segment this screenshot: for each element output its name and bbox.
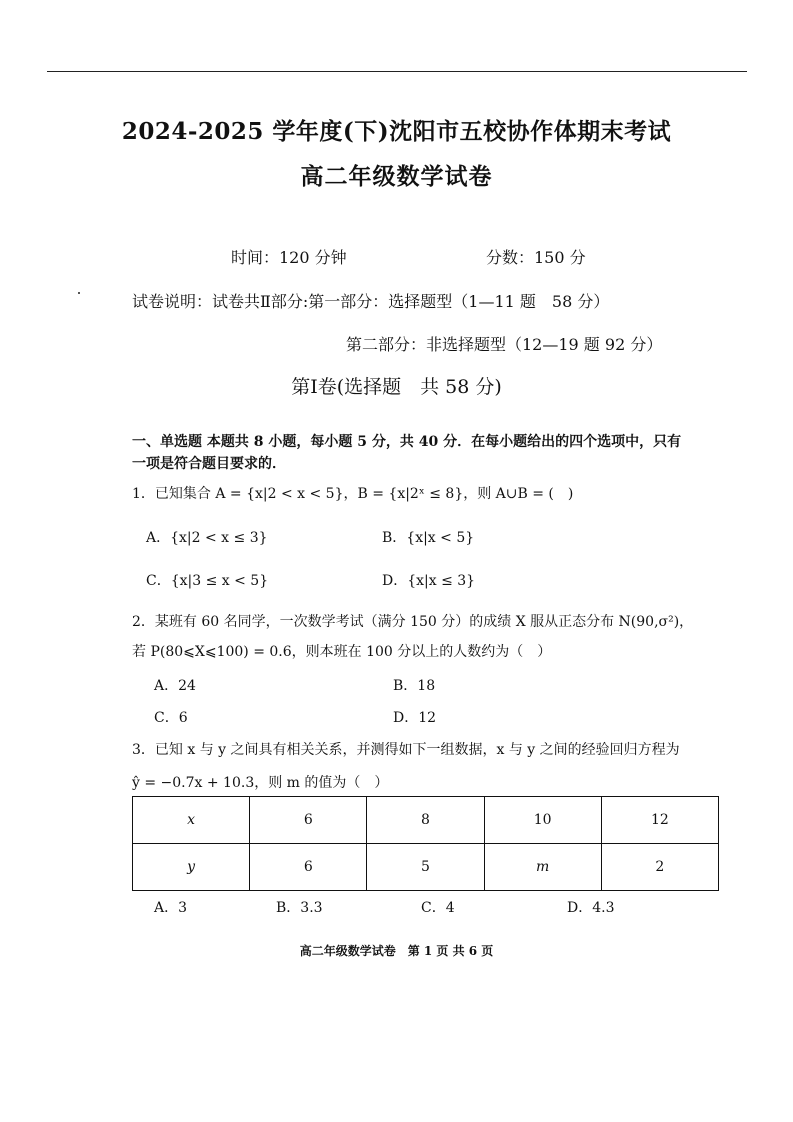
table-cell: x: [133, 797, 250, 844]
q3-option-d: D．4.3: [567, 900, 615, 916]
exam-description-line1: 试卷说明：试卷共Ⅱ部分:第一部分：选择题型（1—11 题 58 分）: [132, 292, 610, 311]
q1-option-d: D．{x|x ≤ 3}: [382, 573, 476, 589]
table-cell: y: [133, 844, 250, 891]
q3-data-table: [132, 796, 719, 891]
q3-stem-line2: ŷ = −0.7x + 10.3，则 m 的值为（ ）: [132, 775, 389, 791]
part1-heading-line1: 一、单选题 本题共 8 小题，每小题 5 分，共 40 分．在每小题给出的四个选项中，只有: [132, 434, 682, 450]
q1-stem: 1．已知集合 A = {x|2 < x < 5}，B = {x|2ˣ ≤ 8}，则 A∪B = ( ): [132, 486, 574, 502]
exam-description-line2: 第二部分：非选择题型（12—19 题 92 分）: [346, 335, 663, 354]
q1-option-a: A．{x|2 < x ≤ 3}: [146, 530, 268, 546]
table-cell: m: [484, 844, 601, 891]
table-row: [133, 844, 719, 891]
exam-title-line1: 2024-2025 学年度(下)沈阳市五校协作体期末考试: [121, 118, 672, 145]
exam-time: 时间：120 分钟: [231, 248, 347, 267]
table-cell: 6: [250, 797, 367, 844]
q2-option-b: B．18: [393, 678, 436, 694]
q2-option-c: C．6: [154, 710, 188, 726]
table-cell: 12: [601, 797, 718, 844]
section-1-title: 第Ⅰ卷(选择题 共 58 分): [291, 376, 502, 398]
table-cell: 6: [250, 844, 367, 891]
q1-option-b: B．{x|x < 5}: [382, 530, 475, 546]
q3-stem-line1: 3．已知 x 与 y 之间具有相关关系，并测得如下一组数据，x 与 y 之间的经验回归方程为: [132, 742, 680, 758]
q1-option-c: C．{x|3 ≤ x < 5}: [146, 573, 269, 589]
q3-option-b: B．3.3: [276, 900, 323, 916]
q3-option-c: C．4: [421, 900, 455, 916]
part1-heading-line2: 一项是符合题目要求的．: [132, 456, 286, 472]
q2-stem-line2: 若 P(80⩽X⩽100) = 0.6，则本班在 100 分以上的人数约为（ ）: [132, 644, 552, 660]
table-cell: 8: [367, 797, 484, 844]
page-footer: 高二年级数学试卷 第 1 页 共 6 页: [299, 944, 494, 958]
top-rule: [47, 71, 747, 72]
scan-speck: [78, 292, 80, 294]
table-row: [133, 797, 719, 844]
table-cell: 5: [367, 844, 484, 891]
q3-option-a: A．3: [154, 900, 188, 916]
exam-score: 分数：150 分: [486, 248, 586, 267]
q2-option-d: D．12: [393, 710, 437, 726]
q2-stem-line1: 2．某班有 60 名同学，一次数学考试（满分 150 分）的成绩 X 服从正态分布 N(90,σ²)，: [132, 614, 694, 630]
table-cell: 2: [601, 844, 718, 891]
q2-option-a: A．24: [154, 678, 196, 694]
exam-title-line2: 高二年级数学试卷: [300, 163, 493, 190]
table-cell: 10: [484, 797, 601, 844]
